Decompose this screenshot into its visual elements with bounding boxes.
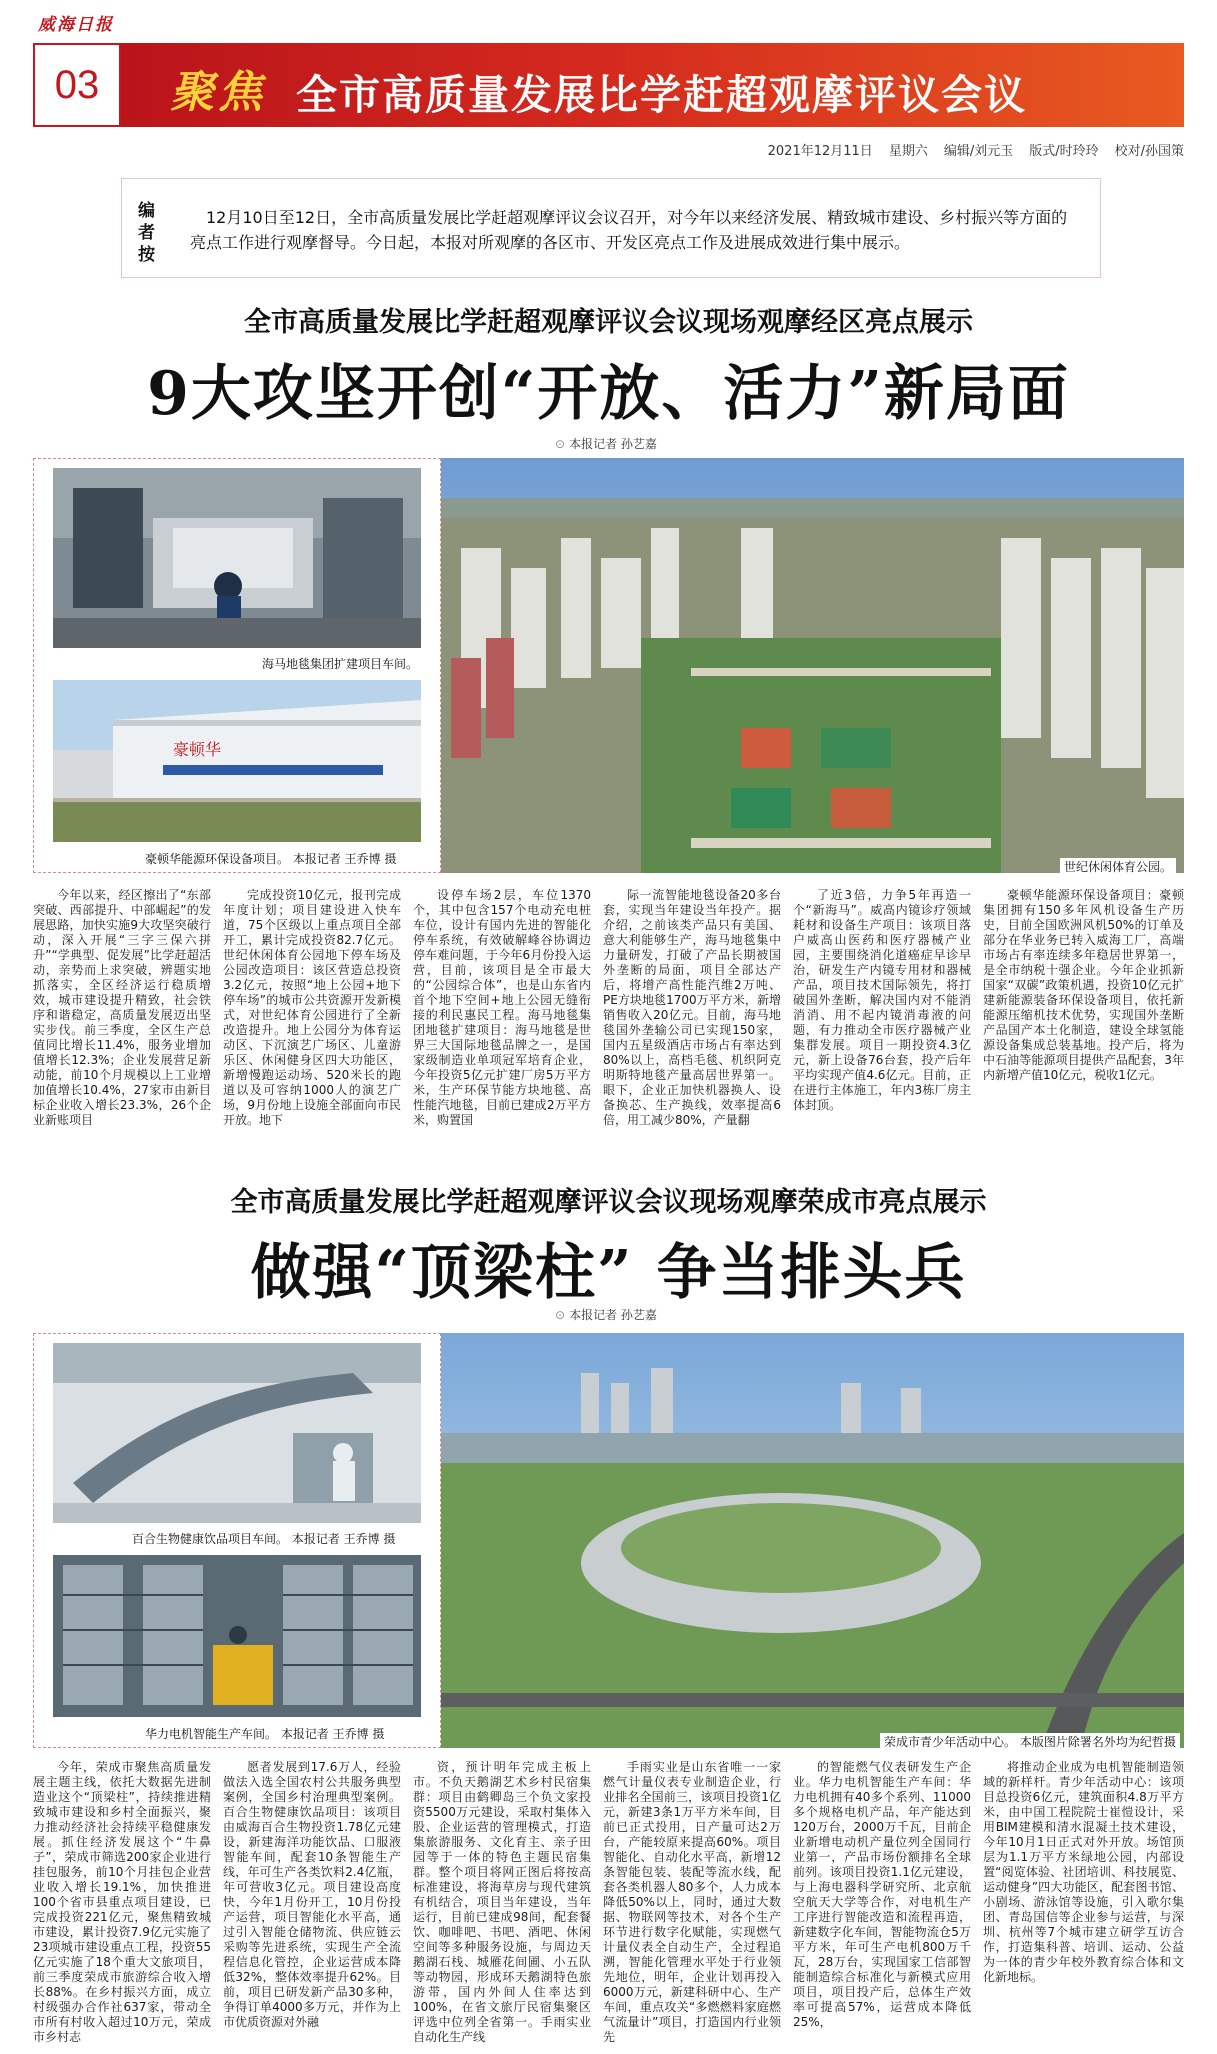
story1-subtitle: 全市高质量发展比学赶超观摩评议会议现场观摩经区亮点展示	[244, 307, 973, 338]
story1-caption-2: 豪顿华能源环保设备项目。 本报记者 王乔博 摄	[145, 852, 397, 866]
story1-column-5	[793, 888, 971, 1112]
story2-caption-3: 荣成市青少年活动中心。 本版图片除署名外均为纪哲摄	[880, 1733, 1180, 1750]
story1-column-4	[603, 888, 781, 1127]
story2-subtitle: 全市高质量发展比学赶超观摩评议会议现场观摩荣成市亮点展示	[230, 1187, 987, 1218]
dateline-date: 2021年12月11日	[767, 144, 873, 159]
story2-byline-text: 本报记者 孙艺嘉	[569, 1308, 657, 1322]
dateline-proof: 校对/孙国策	[1114, 144, 1184, 159]
story2-caption-2: 华力电机智能生产车间。 本报记者 王乔博 摄	[145, 1727, 385, 1741]
story2-photo-youth-center	[441, 1333, 1184, 1748]
story2-column-5	[793, 1760, 971, 2048]
story1-caption-1: 海马地毯集团扩建项目车间。	[262, 657, 419, 671]
story2-col6-text: 将推动企业成为电机智能制造领域的新样杆。青少年活动中心：该项目总投资6亿元，建筑面积4.8万平方米，由中国工程院院士崔愷设计，采用BIM建模和清水混凝土技术建设，今年10月1日正式对外开放。场馆顶层为1.1万平方米绿地公园，内部设置“阅览体验、社团培训、科技展览、运动健身”四大功能区，配套图书馆、小剧场、游泳馆等设施，引入歌尔集团、青岛国信等企业参与运营，与深圳、杭州等7个城市建立研学互访合作，打造集科普、培训、运动、公益为一体的青少年校外教育综合体和文化新地标。	[983, 1760, 1184, 1984]
story2-col4-text: 手雨实业是山东省唯一一家燃气计量仪表专业制造企业，行业排名全国前三，该项目投资1亿元，新建3条1万平方米车间，目前已正式投用，日产量可达2万台，产能较原来提高60%。项目智能化、自动化水平高，新增12条智能包装、装配等流水线，配套各类机器人80多个，人力成本降低50%以上，同时，通过大数据、物联网等技术，对各个生产环节进行数字化赋能，实现燃气计量仪表全自动生产，全过程追溯，智能化管理水平处于行业领先地位，明年，企业计划再投入6000万元，新建科研中心、生产车间，重点攻关“多燃燃料家庭燃气流量计”项目，打造国内行业领先	[603, 1760, 781, 2044]
editor-note-text: 12月10日至12日，全市高质量发展比学赶超观摩评议会议召开，对今年以来经济发展、精致城市建设、乡村振兴等方面的亮点工作进行观摩督导。今日起，本报对所观摩的各区市、开发区亮点工作及进展成效进行集中展示。	[190, 208, 1068, 252]
story2-photo-beverage-workshop	[53, 1343, 421, 1523]
story2-col1-text: 今年，荣成市聚焦高质量发展主题主线，依托大数据先进制造业这个“顶梁柱”，持续推进精致城市建设和乡村全面振兴，聚力推动经济社会持续平稳健康发展。抓住经济发展这个“牛鼻子”，荣成市筛选200家企业进行挂包服务，前10个月挂包企业营业收入增长19.1%，加快推进100个省市县重点项目建设，已完成投资221亿元，聚焦精致城市建设，累计投资7.9亿元实施了23项城市建设重点工程，投资55亿元实施了18个重大文旅项目，前三季度荣成市旅游综合收入增长88%。在乡村振兴方面，成立村级强办合作社637家，带动全市所有村收入超过10万元，荣成市乡村志	[33, 1760, 211, 2044]
factory-sign-text: 豪顿华	[173, 740, 222, 759]
story1-photo-carpet-workshop	[53, 468, 421, 648]
story1-caption-3: 世纪休闲体育公园。	[1060, 858, 1176, 875]
masthead-logo: 威海日报	[38, 15, 114, 35]
story2-col3-text: 资，预计明年完成主板上市。不负天鹅湖艺术乡村民宿集群：项目由鹤卿岛三个负文家投资5500万元建设，采取村集体入股、企业运营的管理模式，打造集旅游服务、文化育主、亲子田园等于一体的特色主题民宿集群。整个项目将网正图后将按高标准建设，将海草房与现代建筑有机结合，项目当年建设，当年运行，目前已建成98间，配套餐饮、咖啡吧、书吧、酒吧、休闲空间等多种服务设施，与周边天鹅湖石栈、城雁花间圃、小五队等动物园，形成环天鹅湖特色旅游带，国内外间人住率达到100%，在省文旅厅民宿集聚区评选中位列全省第一。手雨实业自动化生产线	[413, 1760, 591, 2044]
story1-column-3	[413, 888, 591, 1127]
page-number: 03	[33, 43, 121, 127]
dateline-editor: 编辑/刘元玉	[943, 144, 1014, 159]
story1-byline-text: 本报记者 孙艺嘉	[569, 437, 657, 451]
story2-headline: 做强“顶梁柱” 争当排头兵	[250, 1238, 967, 1308]
story1-photo-aerial-park	[441, 458, 1184, 873]
story1-headline: 9大攻坚开创“开放、活力”新局面	[147, 359, 1070, 429]
story1-col3-text: 设停车场2层，车位1370个，其中包含157个电动充电桩车位，设计有国内先进的智能化停车系统，有效破解峰谷协调边停车难问题，于今年6月份投入运营，目前，该项目是全市最大的“公园综合体”，也是山东省内首个地下空间+地上公园无缝衔接的利民惠民工程。海马地毯集团地毯扩建项目：海马地毯是世界三大国际地毯品牌之一，是国家级制造业单项冠军培育企业，今年投资5亿元扩建厂房5万平方米，生产环保节能方块地毯、高性能汽地毯，目前已建成2万平方米，购置国	[413, 888, 591, 1127]
story1-photo-factory-exterior	[53, 680, 421, 842]
story1-col5-text: 了近3倍，力争5年再造一个“新海马”。威高内镜诊疗领域耗材和设备生产项目：该项目落户威高山医药和医疗器械产业园，主要围绕消化道癌症早诊早治，研发生产内镜专用材和器械产品，项目技术国际领先，将打破国外垄断，解决国内对不能消消消、用不起内镜消毒液的问题，有力推动全市医疗器械产业集群发展。项目一期投资4.3亿元，新上设备76台套，投产后年平均实现产值4.6亿元。目前，正在进行主体施工，年内3栋厂房主体封顶。	[793, 888, 971, 1112]
story2-photo-motor-workshop	[53, 1555, 421, 1717]
story2-col5-text: 的智能燃气仪表研发生产企业。华力电机智能生产车间：华力电机拥有40多个系列、11000多个规格电机产品，年产能达到120万台，2000万千瓦，目前企业新增电动机产量位列全国同行业第一，产品市场份额排名全球前列。该项目投资1.1亿元建设，与上海电器科学研究所、北京航空航天大学等合作，对电机生产工序进行智能改造和流程再造，新建数字化车间，智能物流仓5万平方米，年可生产电机800万千瓦，28万台，实现国家工信部智能制造综合标准化与新模式应用项目，项目投产后，总体生产效率可提高57%，运营成本降低25%，	[793, 1760, 971, 2029]
story1-col4-text: 际一流智能地毯设备20多台套，实现当年建设当年投产。据介绍，之前该类产品只有美国、意大利能够生产，海马地毯集中力量研发，打破了产品长期被国外垄断的局面，项目全部达产后，将增产高性能汽维2万吨、PE方块地毯1700万平方米，新增销售收入20亿元。目前，海马地毯国外垄输公司已实现150家，国内五星级酒店市场占有率达到80%以上，高档毛毯、机织阿克明斯特地毯产量高居世界第一。眼下，企业正加快机器换人、设备换芯、生产换线，效率提高6倍，用工减少80%，产量翻	[603, 888, 781, 1127]
editor-note-tag: 编者按	[138, 201, 155, 265]
story1-col1-text: 今年以来，经区擦出了“东部突破、西部提升、中部崛起”的发展思路，加快实施9大攻坚突破行动，深入开展“三字三保六拼升”“学典型、促发展”比学赶超活动，亲势而上求突破，辨题实地抓落实，全区经济运行稳质增效，城市建设提升精致，社会铁序和谐稳定，高质量发展迈出坚实步伐。前三季度，全区生产总值同比增长11.4%，服务业增加值增长12.3%；企业发展营足新动能，前10个月规模以上工业增加值增长10.4%，27家市由新目标企业收入增长23.3%，26个企业新账项目	[33, 888, 211, 1127]
story1-col2-text: 完成投资10亿元，报刊完成年度计划；项目建设进入快车道，75个区级以上重点项目全部开工，累计完成投资82.7亿元。世纪休闲体育公园地下停车场及公园改造项目：该区营造总投资3.2亿元，按照“地上公园+地下停车场”的城市公共资源开发新模式，对世纪体育公园进行了全新改造提升。地上公园分为体育运动区、下沉演艺广场区、儿童游乐区、休闲健身区四大功能区，新增慢跑运动场、520米长的跑道以及可容纳1000人的演艺广场，9月份地上设施全部面向市民开放。地下	[223, 888, 401, 1127]
story2-column-1	[33, 1760, 211, 2048]
dateline	[768, 140, 1184, 159]
story2-column-6	[983, 1760, 1184, 2048]
story2-column-3	[413, 1760, 591, 2048]
story1-column-2	[223, 888, 401, 1127]
story2-byline: ⊙ 本报记者 孙艺嘉	[555, 1308, 657, 1322]
story2-col2-text: 愿者发展到17.6万人，经验做法入选全国农村公共服务典型案例，全国乡村治理典型案例。百合生物健康饮品项目：该项目由威海百合生物投资1.78亿元建设，新建海洋功能饮品、口服液智能车间，配套10条智能生产线，年可生产各类饮料2.4亿瓶，年可营收3亿元。项目建设高度快，今年1月份开工，10月份投产运营，项目智能化水平高，通过引入智能仓储物流、供应链云采购等先进系统，实现生产全流程信息化管控，企业运营成本降低32%，整体效率提升62%。目前，项目已研发新产品30多种，争得订单4000多万元，并作为上市优质资源对外融	[223, 1760, 401, 2029]
section-tag: 聚焦	[170, 67, 266, 118]
dateline-weekday: 星期六	[888, 144, 928, 159]
story2-column-2	[223, 1760, 401, 2048]
story2-column-4	[603, 1760, 781, 2048]
story1-column-6	[983, 888, 1184, 1098]
banner-title: 全市高质量发展比学赶超观摩评议会议	[296, 71, 1027, 119]
dateline-layout: 版式/时玲玲	[1029, 144, 1099, 159]
story2-caption-1: 百合生物健康饮品项目车间。 本报记者 王乔博 摄	[132, 1532, 396, 1546]
story1-col6-text: 豪顿华能源环保设备项目：豪顿集团拥有150多年风机设备生产历史，目前全国欧洲风机50%的订单及部分在华业务已转入威海工厂，高端市场占有率连续多年稳居世界第一，是全市纳税十强企业。今年企业抓新国家“双碳”政策机遇，投资10亿元扩建新能源装备环保设备项目，依托新能源压缩机技术优势，实现国外垄断产品国产本土化制造，建设全球氢能源设备集成总装基地。投产后，将为中石油等能源项目提供产品配套，3年内新增产值10亿元，税收1亿元。	[983, 888, 1184, 1082]
story1-byline: ⊙ 本报记者 孙艺嘉	[555, 437, 657, 451]
story1-column-1	[33, 888, 211, 1127]
